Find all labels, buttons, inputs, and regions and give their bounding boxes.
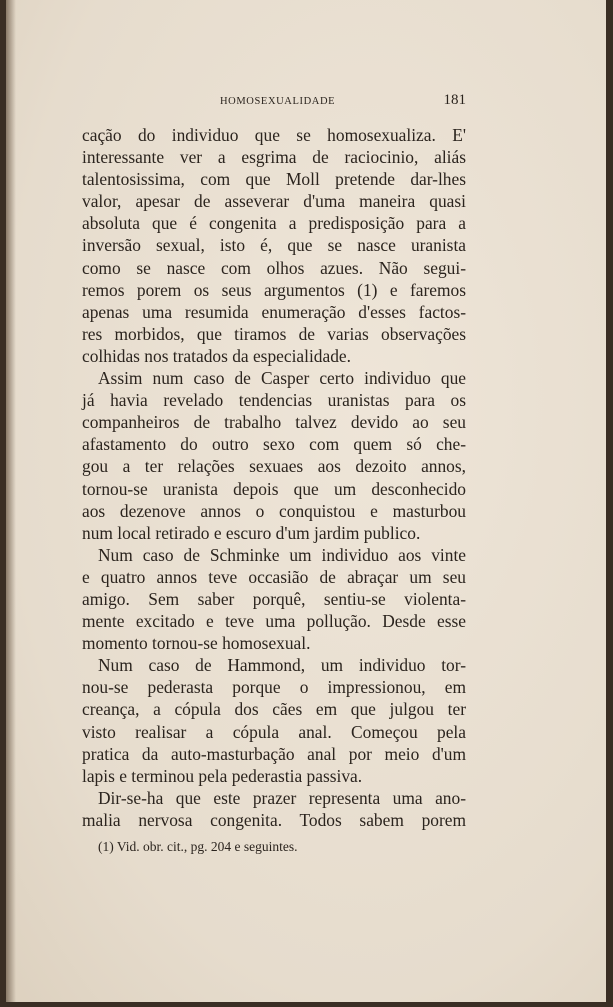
text-line: momento tornou-se homosexual. — [82, 633, 311, 654]
book-page — [6, 0, 606, 1002]
text-line: Num caso de Hammond, um individuo tor- — [98, 655, 466, 676]
text-line: res morbidos, que tiramos de varias observações — [82, 323, 466, 344]
body-text — [82, 124, 466, 831]
text-line: já havia revelado tendencias uranistas para os — [82, 390, 466, 411]
text-line: visto realisar a cópula anal. Começou pela — [82, 721, 466, 742]
text-line: remos porem os seus argumentos (1) e faremos — [82, 279, 466, 300]
text-line: num local retirado e escuro d'um jardim publico. — [82, 522, 421, 543]
text-line: cação do individuo que se homosexualiza. E' — [82, 125, 466, 145]
text-line: malia nervosa congenita. Todos sabem porem — [82, 809, 466, 830]
text-line: interessante ver a esgrima de raciocinio, aliás — [82, 147, 466, 168]
text-line: pratica da auto-masturbação anal por meio d'um — [82, 743, 466, 764]
text-line: Assim num caso de Casper certo individuo que — [98, 368, 466, 389]
text-line: Num caso de Schminke um individuo aos vinte — [98, 544, 466, 565]
text-line: talentosissima, com que Moll pretende dar-lhes — [82, 169, 466, 190]
text-line: mente excitado e teve uma pollução. Desde esse — [82, 611, 466, 632]
text-line: gou a ter relações sexuaes aos dezoito annos, — [82, 456, 466, 477]
page-gutter-shadow — [6, 0, 16, 1002]
text-line: colhidas nos tratados da especialidade. — [82, 345, 351, 366]
footnote: (1) Vid. obr. cit., pg. 204 e seguintes. — [98, 839, 298, 854]
text-line: amigo. Sem saber porquê, sentiu-se violenta- — [82, 588, 466, 609]
text-line: como se nasce com olhos azues. Não segui- — [82, 257, 466, 278]
text-line: tornou-se uranista depois que um desconhecido — [82, 478, 466, 499]
text-line: apenas uma resumida enumeração d'esses factos- — [82, 301, 466, 322]
text-line: absoluta que é congenita a predisposição para a — [82, 213, 466, 234]
text-line: inversão sexual, isto é, que se nasce uranista — [82, 235, 466, 256]
text-line: nou-se pederasta porque o impressionou, em — [82, 677, 466, 698]
text-line: e quatro annos teve occasião de abraçar um seu — [82, 566, 466, 587]
text-line: companheiros de trabalho talvez devido ao seu — [82, 412, 466, 433]
running-title: HOMOSEXUALIDADE — [220, 96, 336, 107]
text-line: aos dezenove annos o conquistou e masturbou — [82, 500, 466, 521]
text-line: lapis e terminou pela pederastia passiva. — [82, 765, 363, 786]
text-line: Dir-se-ha que este prazer representa uma ano- — [98, 787, 466, 808]
text-line: afastamento do outro sexo com quem só che- — [82, 434, 466, 455]
text-line: creança, a cópula dos cães em que julgou ter — [82, 699, 466, 720]
page-number: 181 — [443, 92, 466, 108]
text-line: valor, apesar de asseverar d'uma maneira quasi — [82, 191, 466, 212]
